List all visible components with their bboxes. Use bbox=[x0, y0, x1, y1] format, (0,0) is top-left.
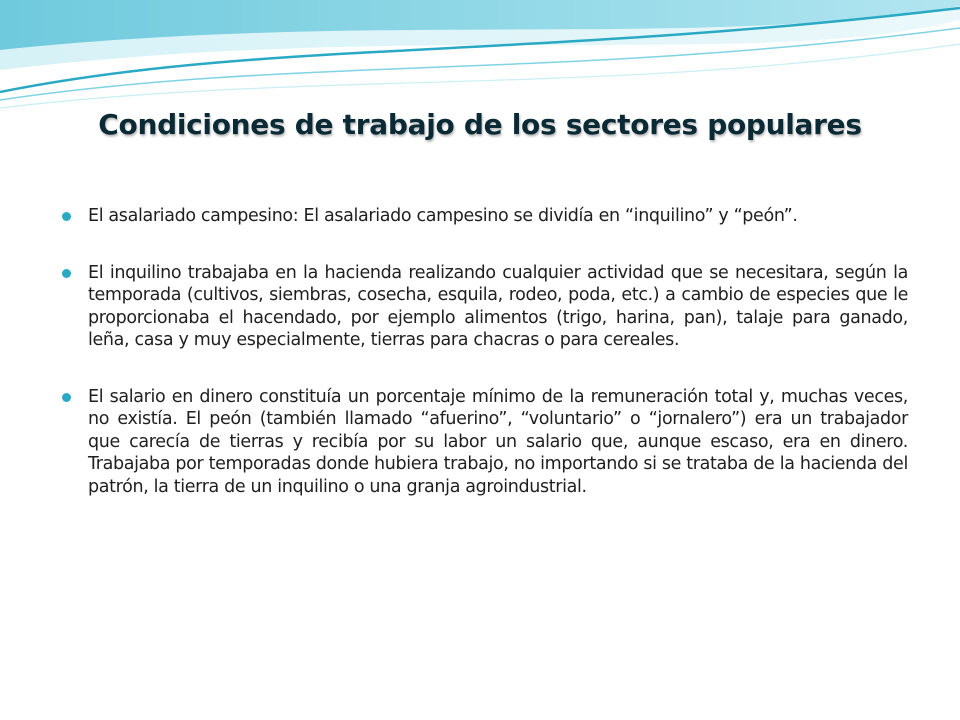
slide-title: Condiciones de trabajo de los sectores populares bbox=[98, 108, 862, 141]
bullet-dot-icon bbox=[62, 269, 71, 278]
bullet-text: El asalariado campesino: El asalariado campesino se dividía en “inquilino” y “peón”. bbox=[88, 206, 798, 226]
list-item bbox=[62, 205, 908, 228]
bullet-list bbox=[62, 205, 908, 498]
bullet-text: El inquilino trabajaba en la hacienda realizando cualquier actividad que se necesitara, según la temporada (cultivos, siembras, cosecha, esquila, rodeo, poda, etc.) a cambio de especies que le proporcionaba el hacendado, por ejemplo alimentos (trigo, harina, pan), talaje para ganado, leña, casa y muy especialmente, tierras para chacras o para cereales. bbox=[88, 262, 908, 350]
list-item bbox=[62, 262, 908, 352]
bullet-dot-icon bbox=[62, 212, 71, 221]
list-item bbox=[62, 386, 908, 499]
bullet-dot-icon bbox=[62, 393, 71, 402]
bullet-text: El salario en dinero constituía un porcentaje mínimo de la remuneración total y, muchas veces, no existía. El peón (también llamado “afuerino”, “voluntario” o “jornalero”) era un trabajador que carecía de tierras y recibía por su labor un salario que, aunque escaso, era en dinero. Trabajaba por temporadas donde hubiera trabajo, no importando si se trataba de la hacienda del patrón, la tierra de un inquilino o una granja agroindustrial. bbox=[88, 386, 908, 497]
